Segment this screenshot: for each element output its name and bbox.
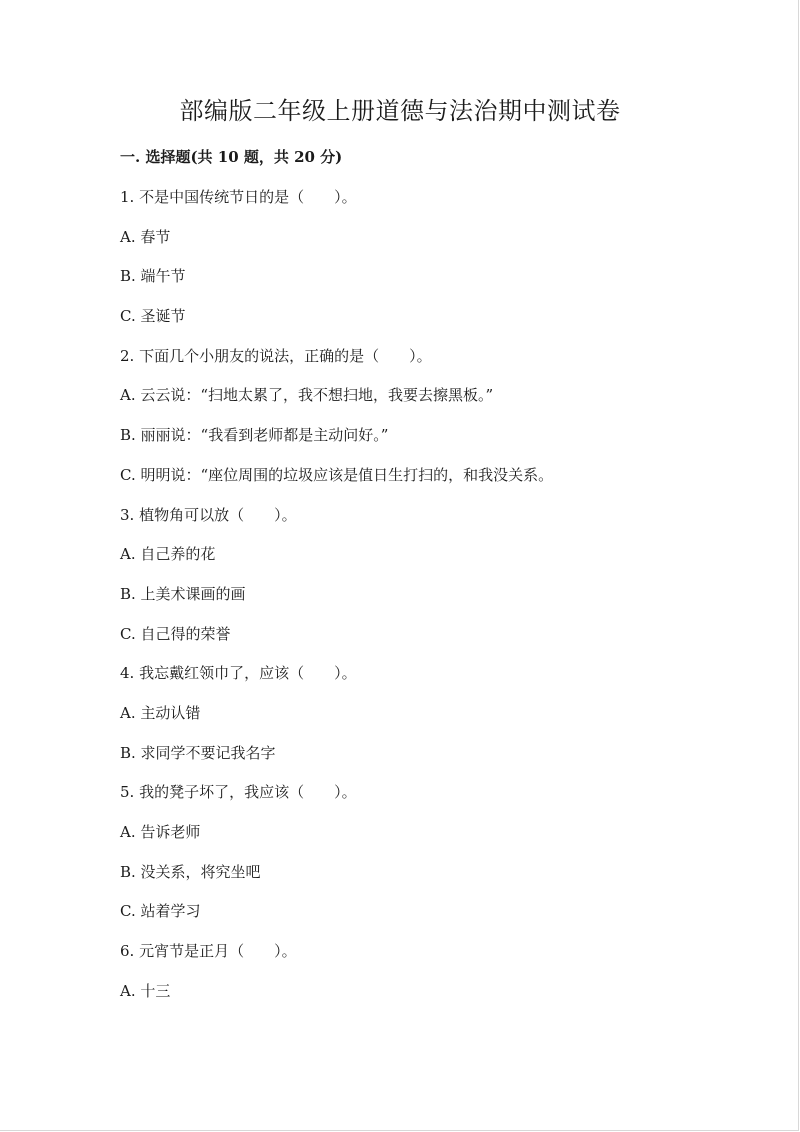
page-title: 部编版二年级上册道德与法治期中测试卷 — [179, 97, 621, 125]
option-1c: C. 圣诞节 — [120, 307, 186, 326]
option-2c: C. 明明说：“座位周围的垃圾应该是值日生打扫的，和我没关系。 — [120, 465, 554, 484]
option-4a: A. 主动认错 — [120, 703, 201, 722]
option-5a: A. 告诉老师 — [120, 823, 201, 841]
question-4: 4. 我忘戴红领巾了，应该（ ）。 — [120, 664, 357, 683]
question-list — [120, 185, 760, 1018]
option-3c: C. 自己得的荣誉 — [120, 624, 231, 643]
section-heading: 一. 选择题(共 10 题，共 20 分) — [120, 148, 343, 166]
option-1a: A. 春节 — [120, 227, 171, 246]
option-6a: A. 十三 — [120, 981, 171, 1000]
option-1b: B. 端午节 — [120, 267, 186, 286]
question-1: 1. 不是中国传统节日的是（ ）。 — [120, 188, 357, 206]
question-2: 2. 下面几个小朋友的说法，正确的是（ ）。 — [120, 346, 432, 365]
question-5: 5. 我的凳子坏了，我应该（ ）。 — [120, 783, 357, 802]
question-3: 3. 植物角可以放（ ）。 — [120, 505, 297, 524]
option-2b: B. 丽丽说：“我看到老师都是主动问好。” — [120, 426, 389, 445]
option-4b: B. 求同学不要记我名字 — [120, 743, 276, 762]
option-2a: A. 云云说：“扫地太累了，我不想扫地，我要去擦黑板。” — [120, 386, 494, 405]
option-5c: C. 站着学习 — [120, 902, 201, 921]
question-6: 6. 元宵节是正月（ ）。 — [120, 942, 297, 961]
option-5b: B. 没关系，将究坐吧 — [120, 862, 261, 881]
option-3b: B. 上美术课画的画 — [120, 584, 246, 603]
option-3a: A. 自己养的花 — [120, 545, 216, 564]
